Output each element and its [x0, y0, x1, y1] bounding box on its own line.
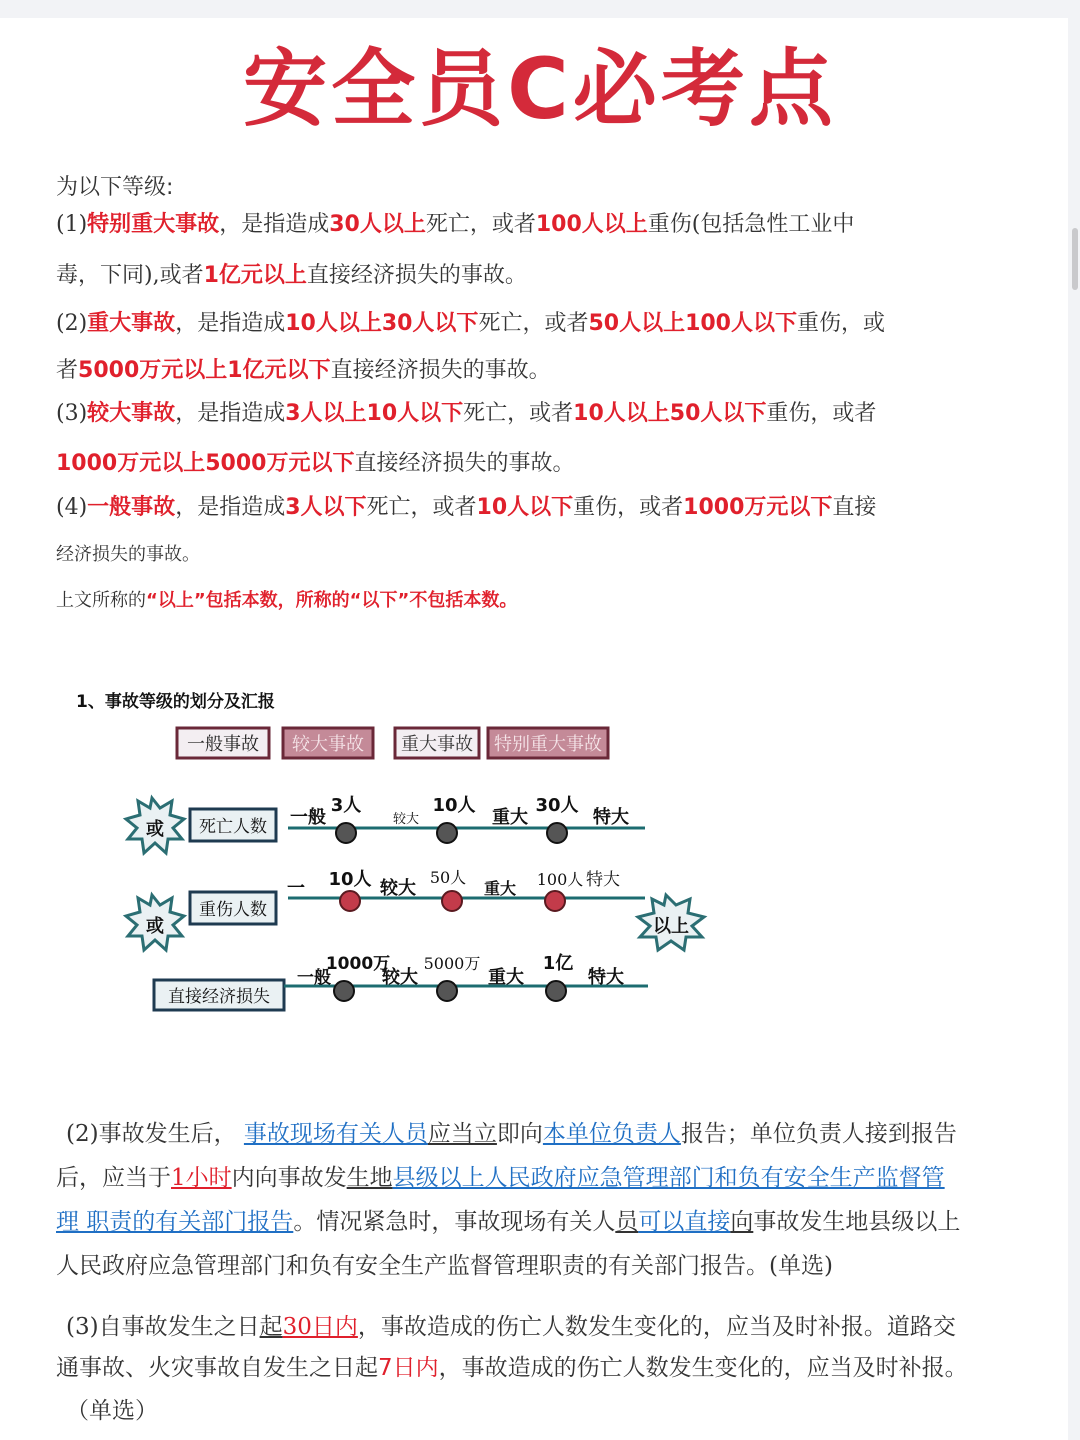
or-burst-2 — [126, 895, 184, 950]
tick-label: 10人 — [328, 869, 372, 890]
highlight: 事故现场有关人员 — [243, 1121, 428, 1147]
tick-label: 1亿 — [542, 953, 574, 974]
row-economic-loss — [154, 952, 648, 1010]
note-highlight: “以上”包括本数，所称的“以下”不包括本数。 — [146, 590, 518, 611]
accident-level-diagram — [70, 673, 730, 1013]
text: 直接 — [832, 495, 877, 520]
text: 直接经济损失的事故。 — [330, 358, 551, 383]
text: (3) — [56, 401, 88, 426]
document-page — [0, 18, 1068, 1440]
text: (2) — [56, 311, 88, 336]
text: ，事故造成的伤亡人数发生变化的，应当及时补报。道路交 — [357, 1314, 956, 1340]
row-injuries — [190, 868, 645, 924]
tick-label: 10人 — [432, 795, 476, 816]
intro-text: 为以下等级: — [56, 175, 174, 200]
text: 应当立 — [427, 1121, 497, 1147]
tick-label: 1000万 — [325, 954, 391, 974]
row-label: 直接经济损失 — [168, 987, 270, 1007]
text: 重伤(包括急性工业中 — [647, 212, 855, 237]
level-4-line-1 — [56, 490, 876, 521]
tick-marker — [437, 981, 457, 1001]
level-name: 一般事故 — [87, 495, 176, 520]
level-4-line-2 — [56, 540, 200, 566]
highlight: 1小时 — [171, 1165, 232, 1191]
text: 直接经济损失的事故。 — [354, 451, 575, 476]
text: ，是指造成 — [219, 212, 330, 237]
level-box-1 — [177, 728, 269, 758]
text: 者 — [56, 358, 79, 383]
text: (3)自事故发生之日 — [66, 1314, 260, 1340]
value: 100人以上 — [535, 212, 648, 237]
level-name: 较大事故 — [87, 401, 176, 426]
segment-label: 特大 — [588, 967, 624, 988]
or-label: 或 — [146, 916, 164, 937]
value: 10人以上50人以下 — [573, 401, 767, 426]
highlight: 可以直接 — [638, 1209, 731, 1235]
segment-label: 较大 — [380, 878, 416, 899]
text: 人民政府应急管理部门和负有安全生产监督管理职责的有关部门报告。(单选) — [56, 1253, 833, 1279]
text: 重伤，或者 — [573, 495, 684, 520]
text: ，事故造成的伤亡人数发生变化的，应当及时补报。 — [438, 1355, 968, 1381]
segment-label: 特大 — [586, 870, 620, 890]
text: 后，应当于 — [56, 1165, 171, 1191]
text: ，是指造成 — [175, 401, 286, 426]
level-box-2 — [283, 728, 373, 758]
text: (1) — [56, 212, 88, 237]
text: (4) — [56, 495, 88, 520]
para3-line-2 — [56, 1349, 968, 1382]
para2-line-3 — [56, 1203, 960, 1236]
tick-marker — [546, 981, 566, 1001]
tick-label: 3人 — [330, 795, 362, 816]
tick-label: 5000万 — [423, 954, 481, 973]
tick-marker — [334, 981, 354, 1001]
level-name: 重大事故 — [87, 311, 176, 336]
text: 起 — [259, 1314, 283, 1340]
tick-marker — [545, 891, 565, 911]
text: 毒，下同),或者 — [56, 263, 204, 288]
segment-label: 一 — [287, 878, 305, 899]
segment-label: 特大 — [593, 807, 629, 828]
text: 。情况紧急时，事故现场有关人 — [293, 1209, 616, 1235]
text: ，是指造成 — [175, 311, 286, 336]
text: 报告；单位负责人接到报告 — [680, 1121, 957, 1147]
level-3-line-2 — [56, 446, 574, 477]
level-name: 特别重大事故 — [87, 212, 220, 237]
value: 1亿元以上 — [203, 263, 307, 288]
above-label: 以上 — [653, 916, 689, 937]
highlight: 本单位负责人 — [542, 1121, 681, 1147]
segment-label: 较大 — [392, 812, 420, 827]
value: 10人以下 — [476, 495, 574, 520]
or-burst-1 — [126, 798, 184, 853]
scrollbar-thumb[interactable] — [1072, 228, 1078, 290]
value: 3人以上10人以下 — [285, 401, 464, 426]
tick-label: 30人 — [535, 795, 579, 816]
note-line — [56, 586, 517, 612]
tick-marker — [442, 891, 462, 911]
text: 直接经济损失的事故。 — [306, 263, 527, 288]
segment-label: 一般 — [297, 968, 331, 988]
level-box-label: 一般事故 — [187, 734, 259, 755]
text: 即向 — [496, 1121, 543, 1147]
text: (2)事故发生后， — [66, 1121, 237, 1147]
tick-label: 100人 — [536, 870, 584, 889]
value: 30人以上 — [329, 212, 426, 237]
level-2-line-1 — [56, 306, 885, 337]
text: （单选） — [66, 1398, 158, 1424]
level-box-label: 特别重大事故 — [494, 734, 602, 755]
segment-label: 一般 — [290, 807, 326, 828]
segment-label: 较大 — [382, 967, 418, 988]
level-1-line-2 — [56, 258, 527, 289]
tick-marker — [336, 823, 356, 843]
text: 生地 — [346, 1165, 393, 1191]
segment-label: 重大 — [492, 807, 528, 828]
para2-line-4 — [56, 1247, 833, 1280]
row-label: 死亡人数 — [199, 817, 267, 837]
level-3-line-1 — [56, 396, 876, 427]
value: 10人以上30人以下 — [285, 311, 479, 336]
segment-label: 重大 — [483, 879, 517, 898]
tick-marker — [547, 823, 567, 843]
level-box-3 — [395, 728, 479, 758]
highlight: 县级以上人民政府应急管理部门和负有安全生产监督管 — [392, 1165, 945, 1191]
value: 1000万元以下 — [683, 495, 833, 520]
level-1-line-1 — [56, 207, 854, 238]
text: 死亡，或者 — [463, 401, 574, 426]
text: 通事故、火灾事故自发生之日起 — [56, 1355, 378, 1381]
row-deaths — [190, 795, 645, 843]
diagram-heading: 1、事故等级的划分及汇报 — [76, 692, 275, 712]
page-title: 安全员C必考点 — [243, 40, 837, 138]
row-label: 重伤人数 — [199, 900, 267, 920]
level-box-label: 较大事故 — [292, 734, 364, 755]
para3-line-1 — [66, 1308, 956, 1341]
text: ，是指造成 — [175, 495, 286, 520]
note-text: 上文所称的 — [56, 590, 146, 611]
highlight: 理 职责的有关部门报告 — [56, 1209, 294, 1235]
text: 重伤，或者 — [766, 401, 877, 426]
tick-label: 50人 — [429, 868, 467, 887]
tick-marker — [437, 823, 457, 843]
value: 1000万元以上5000万元以下 — [56, 451, 355, 476]
value: 50人以上100人以下 — [588, 311, 797, 336]
level-2-line-2 — [56, 353, 551, 384]
text: 经济损失的事故。 — [56, 544, 200, 565]
text: 事故发生地县级以上 — [753, 1209, 961, 1235]
text: 重伤，或 — [797, 311, 886, 336]
segment-label: 重大 — [488, 967, 524, 988]
highlight: 7日内 — [378, 1355, 439, 1381]
para3-line-3 — [66, 1392, 158, 1425]
text: 死亡，或者 — [366, 495, 477, 520]
text: 死亡，或者 — [425, 212, 536, 237]
text: 向 — [730, 1209, 754, 1235]
level-box-4 — [488, 728, 608, 758]
above-burst — [638, 895, 704, 950]
or-label: 或 — [146, 819, 164, 840]
value: 3人以下 — [285, 495, 367, 520]
para2-line-2 — [56, 1159, 945, 1192]
intro-line — [56, 170, 173, 201]
highlight: 30日内 — [282, 1314, 358, 1340]
para2-line-1 — [66, 1115, 957, 1148]
text: 内向事故发 — [231, 1165, 347, 1191]
tick-marker — [340, 891, 360, 911]
level-box-label: 重大事故 — [401, 734, 473, 755]
text: 员 — [615, 1209, 639, 1235]
value: 5000万元以上1亿元以下 — [78, 358, 331, 383]
text: 死亡，或者 — [478, 311, 589, 336]
